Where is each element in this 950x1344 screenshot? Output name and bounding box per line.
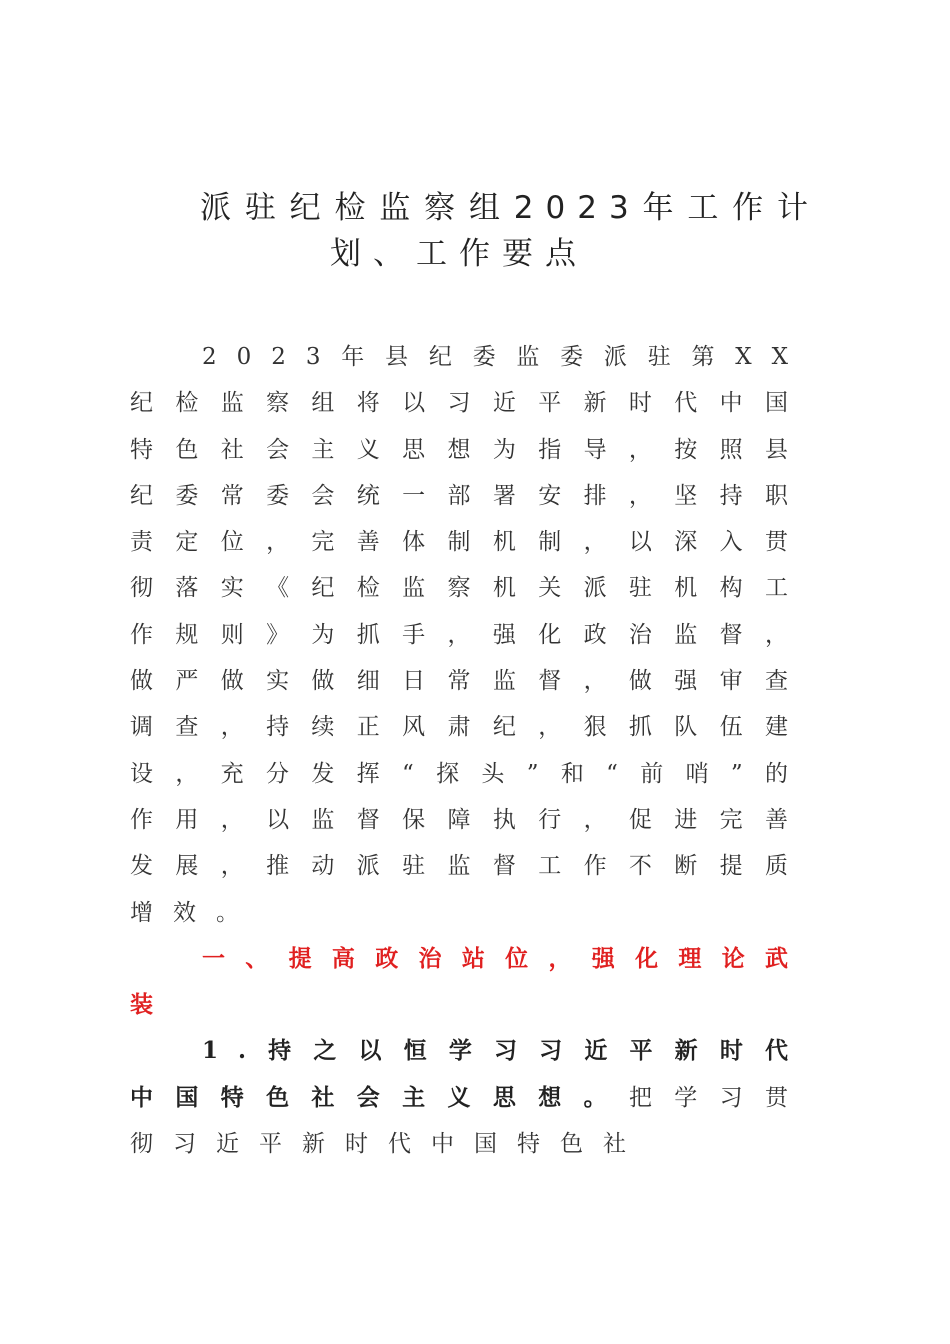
intro-paragraph: 2023年县纪委监委派驻第XX纪检监察组将以习近平新时代中国特色社会主义思想为指导，按照县纪委常委会统一部署安排，坚持职责定位，完善体制机制，以深入贯彻落实《纪检监察机关派驻机构工作规则》为抓手，强化政治监督，做严做实做细日常监督，做强审查调查，持续正风肃纪，狠抓队伍建设，充分发挥“探头”和“前哨”的作用，以监督保障执行，促进完善发展，推动派驻监督工作不断提质增效。 bbox=[130, 344, 808, 926]
item-1-lead: 1.持之以恒学习习近平新时代中国特色社会主义思想。 bbox=[130, 1037, 808, 1111]
document-body bbox=[130, 334, 808, 1167]
item-1-paragraph bbox=[130, 1028, 808, 1167]
document-title-line-1: 派驻纪检监察组2023年工作计 bbox=[200, 190, 820, 226]
document-title-line-2: 划、工作要点 bbox=[330, 236, 588, 272]
item-1-text: 把学习贯彻习近平新时代中国特色社 bbox=[130, 1084, 809, 1158]
section-heading-1: 一、提高政治站位，强化理论武装 bbox=[130, 945, 808, 1019]
